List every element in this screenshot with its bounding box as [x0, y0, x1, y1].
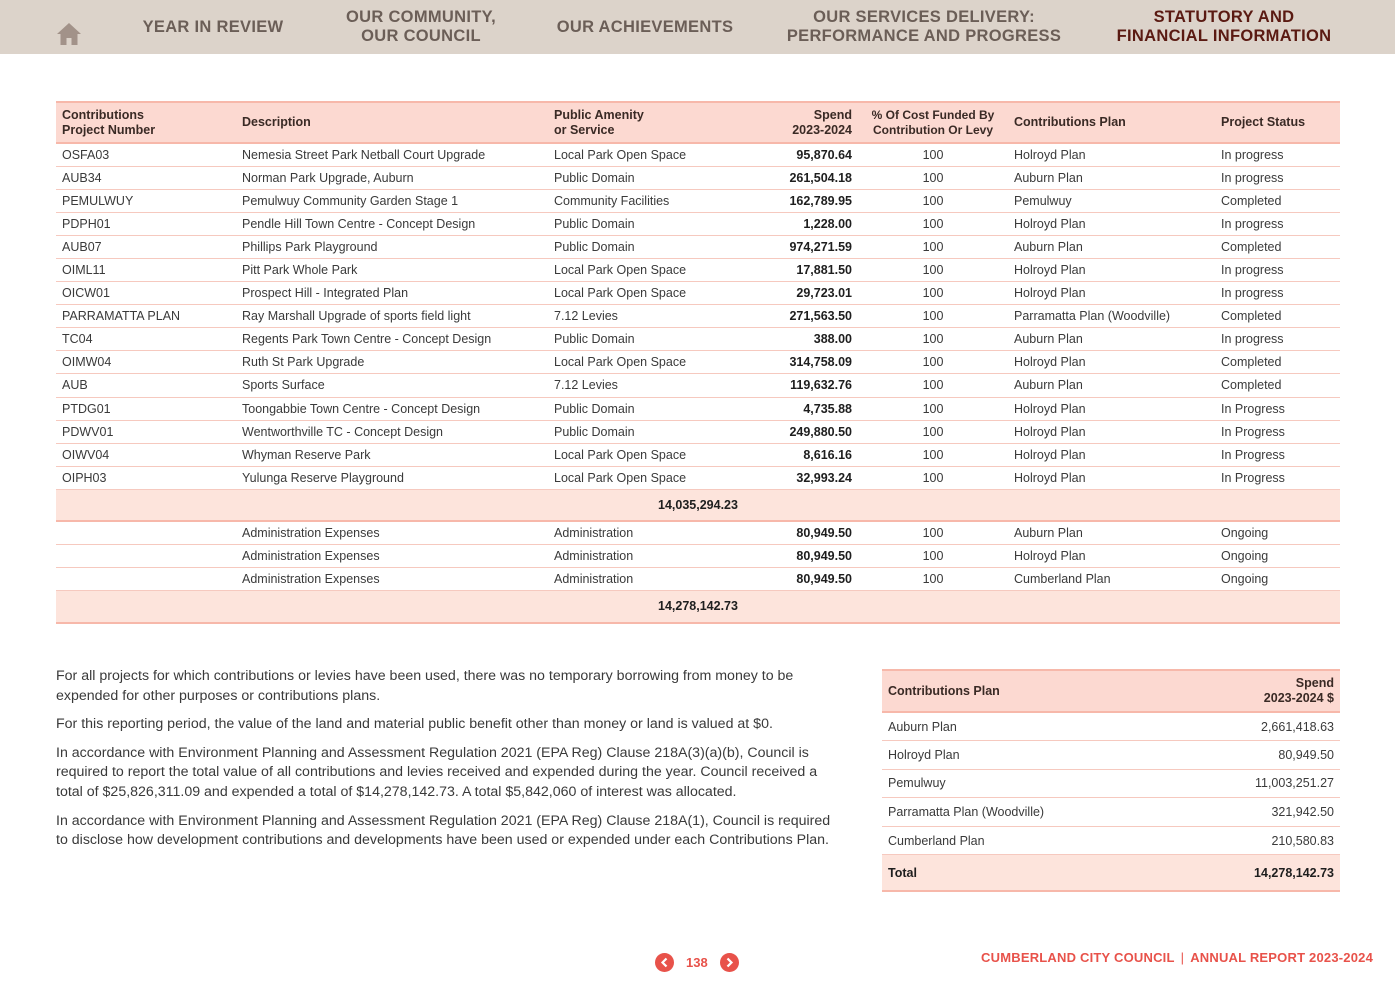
- cell-spend: 119,632.76: [748, 374, 858, 397]
- cell-pct: 100: [858, 443, 1008, 466]
- cell-amenity: Public Domain: [548, 328, 748, 351]
- cell-status: Completed: [1215, 305, 1340, 328]
- summary-cell-spend: 11,003,251.27: [1152, 769, 1340, 798]
- nav-label: OUR COMMUNITY, OUR COUNCIL: [346, 8, 496, 45]
- cell-status: In progress: [1215, 143, 1340, 166]
- cell-description: Yulunga Reserve Playground: [236, 466, 548, 489]
- cell-status: In Progress: [1215, 420, 1340, 443]
- cell-project-number: PDWV01: [56, 420, 236, 443]
- home-icon[interactable]: [56, 22, 82, 46]
- cell-project-number: PTDG01: [56, 397, 236, 420]
- cell-status: Completed: [1215, 189, 1340, 212]
- cell-description: Administration Expenses: [236, 545, 548, 568]
- cell-description: Toongabbie Town Centre - Concept Design: [236, 397, 548, 420]
- cell-status: In Progress: [1215, 443, 1340, 466]
- table-row: [56, 397, 1340, 420]
- cell-status: Completed: [1215, 351, 1340, 374]
- summary-row: [882, 712, 1340, 741]
- cell-plan: Pemulwuy: [1008, 189, 1215, 212]
- cell-status: In progress: [1215, 282, 1340, 305]
- summary-row: [882, 798, 1340, 827]
- table-row: [56, 235, 1340, 258]
- summary-cell-spend: 210,580.83: [1152, 826, 1340, 855]
- cell-status: In Progress: [1215, 466, 1340, 489]
- cell-plan: Holroyd Plan: [1008, 420, 1215, 443]
- notes-text: [56, 667, 831, 860]
- col-amenity: Public Amenity or Service: [548, 102, 748, 143]
- cell-description: Ruth St Park Upgrade: [236, 351, 548, 374]
- cell-plan: Holroyd Plan: [1008, 351, 1215, 374]
- nav-our-achievements[interactable]: [548, 0, 742, 54]
- cell-amenity: Local Park Open Space: [548, 143, 748, 166]
- cell-plan: Auburn Plan: [1008, 374, 1215, 397]
- cell-project-number: [56, 545, 236, 568]
- table-row: [56, 328, 1340, 351]
- table-row: [56, 282, 1340, 305]
- cell-amenity: Local Park Open Space: [548, 466, 748, 489]
- summary-cell-spend: 80,949.50: [1152, 741, 1340, 770]
- top-navigation: [0, 0, 1395, 54]
- cell-amenity: Public Domain: [548, 212, 748, 235]
- total-row: [56, 591, 1340, 623]
- cell-description: Administration Expenses: [236, 568, 548, 591]
- cell-project-number: [56, 521, 236, 544]
- page-number: 138: [686, 954, 708, 970]
- cell-status: In progress: [1215, 166, 1340, 189]
- cell-project-number: OIWV04: [56, 443, 236, 466]
- cell-description: Administration Expenses: [236, 521, 548, 544]
- cell-amenity: Community Facilities: [548, 189, 748, 212]
- cell-plan: Parramatta Plan (Woodville): [1008, 305, 1215, 328]
- cell-plan: Auburn Plan: [1008, 166, 1215, 189]
- cell-amenity: Local Park Open Space: [548, 351, 748, 374]
- cell-status: Completed: [1215, 374, 1340, 397]
- pagination: [655, 952, 739, 972]
- contributions-summary-table: [882, 669, 1340, 892]
- cell-spend: 8,616.16: [748, 443, 858, 466]
- table-row: [56, 420, 1340, 443]
- summary-row: [882, 741, 1340, 770]
- cell-plan: Auburn Plan: [1008, 521, 1215, 544]
- cell-spend: 17,881.50: [748, 258, 858, 281]
- table-row: [56, 166, 1340, 189]
- cell-spend: 974,271.59: [748, 235, 858, 258]
- cell-project-number: OICW01: [56, 282, 236, 305]
- cell-pct: 100: [858, 258, 1008, 281]
- cell-project-number: PDPH01: [56, 212, 236, 235]
- cell-pct: 100: [858, 466, 1008, 489]
- cell-spend: 80,949.50: [748, 545, 858, 568]
- summary-cell-spend: 321,942.50: [1152, 798, 1340, 827]
- cell-project-number: OIML11: [56, 258, 236, 281]
- nav-label: OUR SERVICES DELIVERY: PERFORMANCE AND PROGRESS: [786, 8, 1062, 45]
- cell-description: Ray Marshall Upgrade of sports field light: [236, 305, 548, 328]
- table-row: [56, 568, 1340, 591]
- cell-pct: 100: [858, 545, 1008, 568]
- cell-spend: 80,949.50: [748, 521, 858, 544]
- cell-description: Norman Park Upgrade, Auburn: [236, 166, 548, 189]
- total-row-value: 14,278,142.73: [56, 591, 1340, 623]
- footer-org: CUMBERLAND CITY COUNCIL: [981, 950, 1175, 965]
- chevron-left-icon[interactable]: [655, 953, 674, 972]
- cell-project-number: OIMW04: [56, 351, 236, 374]
- cell-amenity: Local Park Open Space: [548, 258, 748, 281]
- cell-spend: 314,758.09: [748, 351, 858, 374]
- cell-project-number: OSFA03: [56, 143, 236, 166]
- cell-description: Phillips Park Playground: [236, 235, 548, 258]
- cell-plan: Holroyd Plan: [1008, 545, 1215, 568]
- cell-status: Ongoing: [1215, 568, 1340, 591]
- table-row: [56, 212, 1340, 235]
- subtotal-row: [56, 489, 1340, 521]
- cell-pct: 100: [858, 374, 1008, 397]
- cell-pct: 100: [858, 305, 1008, 328]
- cell-pct: 100: [858, 568, 1008, 591]
- cell-status: In progress: [1215, 212, 1340, 235]
- cell-spend: 32,993.24: [748, 466, 858, 489]
- cell-project-number: TC04: [56, 328, 236, 351]
- cell-status: In progress: [1215, 258, 1340, 281]
- cell-project-number: AUB34: [56, 166, 236, 189]
- col-plan: Contributions Plan: [1008, 102, 1215, 143]
- cell-project-number: AUB: [56, 374, 236, 397]
- subtotal-row-value: 14,035,294.23: [56, 489, 1340, 521]
- cell-pct: 100: [858, 282, 1008, 305]
- cell-description: Prospect Hill - Integrated Plan: [236, 282, 548, 305]
- summary-cell-plan: Cumberland Plan: [882, 826, 1152, 855]
- nav-statutory-financial[interactable]: [1104, 0, 1344, 54]
- paragraph: For this reporting period, the value of the land and material public benefit other than money or land is valued at $0.: [56, 716, 773, 733]
- col-spend: Spend 2023-2024: [748, 102, 858, 143]
- paragraph: In accordance with Environment Planning and Assessment Regulation 2021 (EPA Reg) Clause 218A(1), Council is required to disclose how development contributions and developments have been used or expended under each Contributions Plan.: [56, 812, 831, 849]
- table-row: [56, 143, 1340, 166]
- cell-spend: 80,949.50: [748, 568, 858, 591]
- cell-description: Wentworthville TC - Concept Design: [236, 420, 548, 443]
- cell-plan: Holroyd Plan: [1008, 282, 1215, 305]
- chevron-right-icon[interactable]: [720, 953, 739, 972]
- cell-amenity: Public Domain: [548, 166, 748, 189]
- cell-status: Completed: [1215, 235, 1340, 258]
- cell-description: Nemesia Street Park Netball Court Upgrade: [236, 143, 548, 166]
- cell-pct: 100: [858, 166, 1008, 189]
- cell-pct: 100: [858, 189, 1008, 212]
- nav-year-in-review[interactable]: [132, 0, 294, 54]
- cell-spend: 271,563.50: [748, 305, 858, 328]
- table-row: [56, 189, 1340, 212]
- cell-spend: 162,789.95: [748, 189, 858, 212]
- table-row: [56, 521, 1340, 544]
- table-row: [56, 351, 1340, 374]
- cell-project-number: AUB07: [56, 235, 236, 258]
- cell-pct: 100: [858, 420, 1008, 443]
- cell-description: Sports Surface: [236, 374, 548, 397]
- table-row: [56, 258, 1340, 281]
- paragraph: For all projects for which contributions or levies have been used, there was no temporary borrowing from money to be expended for other purposes or contributions plans.: [56, 668, 794, 704]
- table-row: [56, 545, 1340, 568]
- cell-spend: 249,880.50: [748, 420, 858, 443]
- summary-cell-plan: Auburn Plan: [882, 712, 1152, 741]
- table-row: [56, 443, 1340, 466]
- cell-plan: Holroyd Plan: [1008, 258, 1215, 281]
- cell-spend: 261,504.18: [748, 166, 858, 189]
- cell-spend: 4,735.88: [748, 397, 858, 420]
- cell-amenity: Local Park Open Space: [548, 443, 748, 466]
- nav-label: OUR ACHIEVEMENTS: [556, 17, 734, 36]
- summary-header-row: [882, 670, 1340, 712]
- cell-plan: Holroyd Plan: [1008, 466, 1215, 489]
- col-status: Project Status: [1215, 102, 1340, 143]
- cell-status: Ongoing: [1215, 545, 1340, 568]
- cell-description: Regents Park Town Centre - Concept Design: [236, 328, 548, 351]
- cell-status: In Progress: [1215, 397, 1340, 420]
- cell-amenity: Administration: [548, 568, 748, 591]
- col-project-number: Contributions Project Number: [56, 102, 236, 143]
- footer-brand: [981, 950, 1373, 965]
- cell-amenity: Administration: [548, 521, 748, 544]
- cell-pct: 100: [858, 212, 1008, 235]
- cell-project-number: PARRAMATTA PLAN: [56, 305, 236, 328]
- summary-row: [882, 826, 1340, 855]
- col-pct-funded: % Of Cost Funded By Contribution Or Levy: [858, 102, 1008, 143]
- table-row: [56, 305, 1340, 328]
- cell-pct: 100: [858, 143, 1008, 166]
- cell-amenity: Public Domain: [548, 235, 748, 258]
- cell-project-number: PEMULWUY: [56, 189, 236, 212]
- paragraph: In accordance with Environment Planning and Assessment Regulation 2021 (EPA Reg) Clause 218A(3)(a)(b), Council is required to report the total value of all contributions and levies received and expended during the year. Council received a total of $25,826,311.09 and expended a total of $14,278,142.73. A total $5,842,060 of interest was allocated.: [56, 744, 818, 800]
- cell-amenity: 7.12 Levies: [548, 305, 748, 328]
- summary-col-spend: Spend 2023-2024 $: [1152, 670, 1340, 712]
- nav-label: STATUTORY AND FINANCIAL INFORMATION: [1116, 8, 1332, 45]
- summary-total-row: [882, 855, 1340, 891]
- nav-label: YEAR IN REVIEW: [142, 17, 284, 36]
- summary-total-value: 14,278,142.73: [1152, 855, 1340, 891]
- cell-project-number: [56, 568, 236, 591]
- cell-description: Pendle Hill Town Centre - Concept Design: [236, 212, 548, 235]
- cell-pct: 100: [858, 351, 1008, 374]
- cell-amenity: 7.12 Levies: [548, 374, 748, 397]
- cell-plan: Cumberland Plan: [1008, 568, 1215, 591]
- cell-status: Ongoing: [1215, 521, 1340, 544]
- cell-pct: 100: [858, 521, 1008, 544]
- nav-our-community[interactable]: [330, 0, 512, 54]
- cell-description: Pemulwuy Community Garden Stage 1: [236, 189, 548, 212]
- cell-amenity: Administration: [548, 545, 748, 568]
- summary-cell-plan: Pemulwuy: [882, 769, 1152, 798]
- table-row: [56, 374, 1340, 397]
- summary-cell-plan: Holroyd Plan: [882, 741, 1152, 770]
- summary-cell-spend: 2,661,418.63: [1152, 712, 1340, 741]
- cell-pct: 100: [858, 235, 1008, 258]
- cell-plan: Holroyd Plan: [1008, 143, 1215, 166]
- summary-total-label: Total: [882, 855, 1152, 891]
- nav-our-services[interactable]: [780, 0, 1068, 54]
- cell-pct: 100: [858, 328, 1008, 351]
- cell-spend: 388.00: [748, 328, 858, 351]
- summary-cell-plan: Parramatta Plan (Woodville): [882, 798, 1152, 827]
- contributions-table: [56, 101, 1340, 624]
- cell-amenity: Public Domain: [548, 397, 748, 420]
- cell-pct: 100: [858, 397, 1008, 420]
- cell-plan: Auburn Plan: [1008, 235, 1215, 258]
- footer-report: ANNUAL REPORT 2023-2024: [1190, 950, 1373, 965]
- footer-separator: |: [1180, 950, 1185, 965]
- cell-amenity: Public Domain: [548, 420, 748, 443]
- cell-description: Pitt Park Whole Park: [236, 258, 548, 281]
- summary-row: [882, 769, 1340, 798]
- cell-plan: Auburn Plan: [1008, 328, 1215, 351]
- summary-col-plan: Contributions Plan: [882, 670, 1152, 712]
- cell-plan: Holroyd Plan: [1008, 397, 1215, 420]
- cell-status: In progress: [1215, 328, 1340, 351]
- table-row: [56, 466, 1340, 489]
- cell-project-number: OIPH03: [56, 466, 236, 489]
- cell-plan: Holroyd Plan: [1008, 212, 1215, 235]
- table-header-row: [56, 102, 1340, 143]
- col-description: Description: [236, 102, 548, 143]
- cell-plan: Holroyd Plan: [1008, 443, 1215, 466]
- cell-description: Whyman Reserve Park: [236, 443, 548, 466]
- cell-spend: 1,228.00: [748, 212, 858, 235]
- cell-spend: 29,723.01: [748, 282, 858, 305]
- cell-amenity: Local Park Open Space: [548, 282, 748, 305]
- cell-spend: 95,870.64: [748, 143, 858, 166]
